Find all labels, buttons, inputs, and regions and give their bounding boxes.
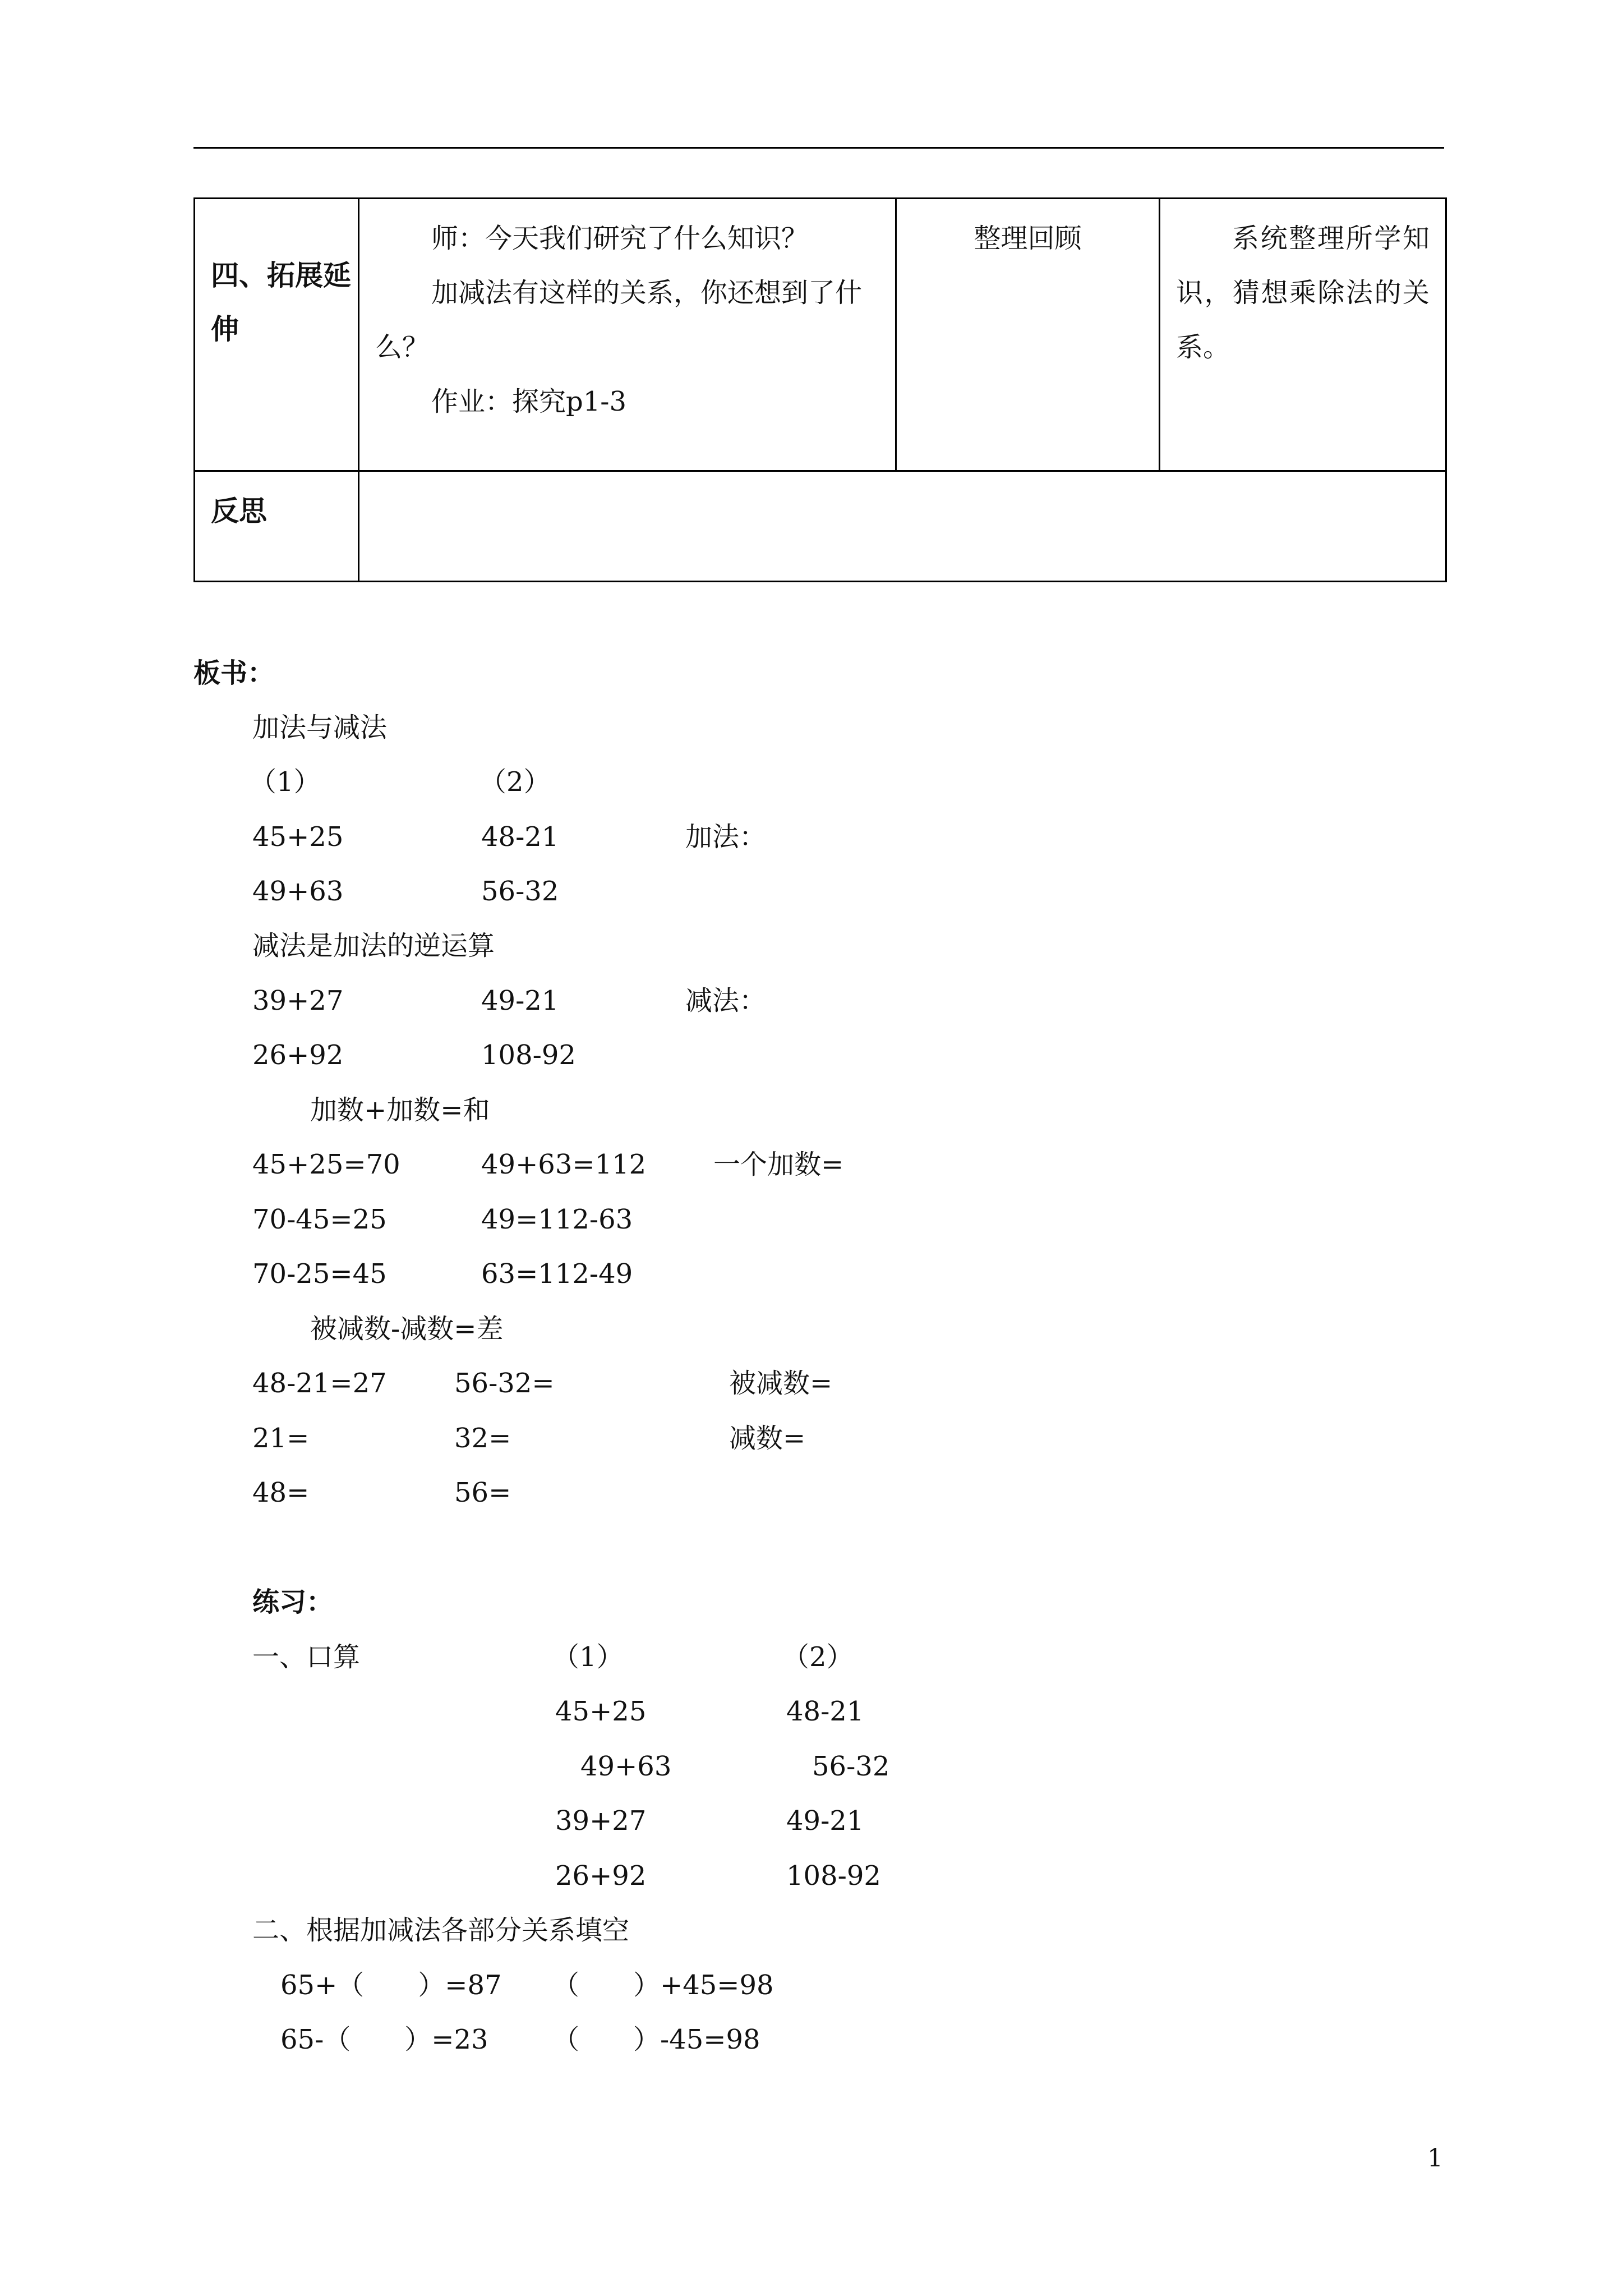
table-row (195, 471, 1446, 582)
teacher-line: 作业：探究p1-3 (431, 386, 627, 417)
stage-cell (195, 199, 359, 471)
practice-label-2: （2） (782, 1641, 854, 1673)
board-equation: 48-21=27 (252, 1368, 387, 1399)
board-equation: 70-25=45 (252, 1258, 387, 1290)
board-note: 减法是加法的逆运算 (252, 930, 495, 961)
board-equation: 56= (454, 1477, 511, 1508)
practice-expression: 39+27 (555, 1805, 647, 1837)
lesson-table (193, 197, 1447, 582)
board-formula-subtraction: 被减数-减数=差 (310, 1313, 504, 1345)
teacher-activity-cell (359, 199, 896, 471)
practice-heading: 练习： (252, 1586, 334, 1618)
board-expression: 108-92 (481, 1039, 576, 1071)
stage-label: 四、拓展延伸 (211, 259, 351, 346)
board-equation: 63=112-49 (481, 1258, 633, 1290)
practice-question-2: 二、根据加减法各部分关系填空 (252, 1915, 630, 1946)
design-intent-cell (1160, 199, 1446, 471)
table-row (195, 199, 1446, 471)
board-equation: 49+63=112 (481, 1149, 647, 1180)
header-rule (193, 147, 1444, 149)
teacher-line: 加减法有这样的关系，你还想到了什么？ (375, 277, 863, 363)
board-equation: 70-45=25 (252, 1204, 387, 1235)
board-expression: 56-32 (481, 876, 559, 907)
reflection-label: 反思 (211, 494, 267, 527)
fill-blank-item: 65+（ ）=87 (280, 1970, 502, 2001)
practice-expression: 108-92 (786, 1860, 881, 1892)
fill-blank-item: （ ）+45=98 (552, 1970, 774, 2001)
reflection-label-cell (195, 471, 359, 582)
teacher-line: 师：今天我们研究了什么知识？ (431, 223, 809, 254)
board-title: 加法与减法 (252, 712, 388, 743)
fill-blank-item: 65-（ ）=23 (280, 2024, 488, 2055)
board-equation: 被减数= (729, 1368, 833, 1399)
fill-blank-item: （ ）-45=98 (552, 2024, 760, 2055)
board-equation: 56-32= (454, 1368, 555, 1399)
practice-expression: 56-32 (812, 1751, 890, 1782)
practice-label-1: （1） (552, 1641, 624, 1673)
design-intent-text: 系统整理所学知识，猜想乘除法的关系。 (1176, 223, 1430, 363)
practice-question-1: 一、口算 (252, 1641, 361, 1673)
board-expression: 49-21 (481, 985, 559, 1016)
board-equation: 32= (454, 1423, 511, 1454)
page-number: 1 (1427, 2144, 1443, 2173)
board-expression: 45+25 (252, 821, 344, 853)
board-expression: 26+92 (252, 1039, 344, 1071)
board-equation: 21= (252, 1423, 310, 1454)
board-label-addition: 加法： (685, 821, 767, 853)
board-heading: 板书： (193, 657, 275, 689)
student-activity-cell (896, 199, 1160, 471)
board-formula-addition: 加数+加数=和 (310, 1094, 490, 1126)
board-label-2: （2） (479, 766, 551, 798)
board-equation: 45+25=70 (252, 1149, 400, 1180)
practice-expression: 45+25 (555, 1696, 647, 1727)
board-label-1: （1） (250, 766, 321, 798)
board-label-subtraction: 减法： (685, 985, 767, 1016)
board-expression: 39+27 (252, 985, 344, 1016)
board-equation: 49=112-63 (481, 1204, 633, 1235)
practice-expression: 49-21 (786, 1805, 864, 1837)
reflection-content (359, 472, 1445, 484)
practice-expression: 49+63 (580, 1751, 672, 1782)
board-equation: 一个加数= (713, 1149, 844, 1180)
student-activity-text: 整理回顾 (974, 223, 1082, 254)
practice-expression: 26+92 (555, 1860, 647, 1892)
board-equation: 48= (252, 1477, 310, 1508)
practice-expression: 48-21 (786, 1696, 864, 1727)
board-equation: 减数= (729, 1423, 806, 1454)
board-expression: 48-21 (481, 821, 559, 853)
board-expression: 49+63 (252, 876, 344, 907)
reflection-content-cell (359, 471, 1446, 582)
